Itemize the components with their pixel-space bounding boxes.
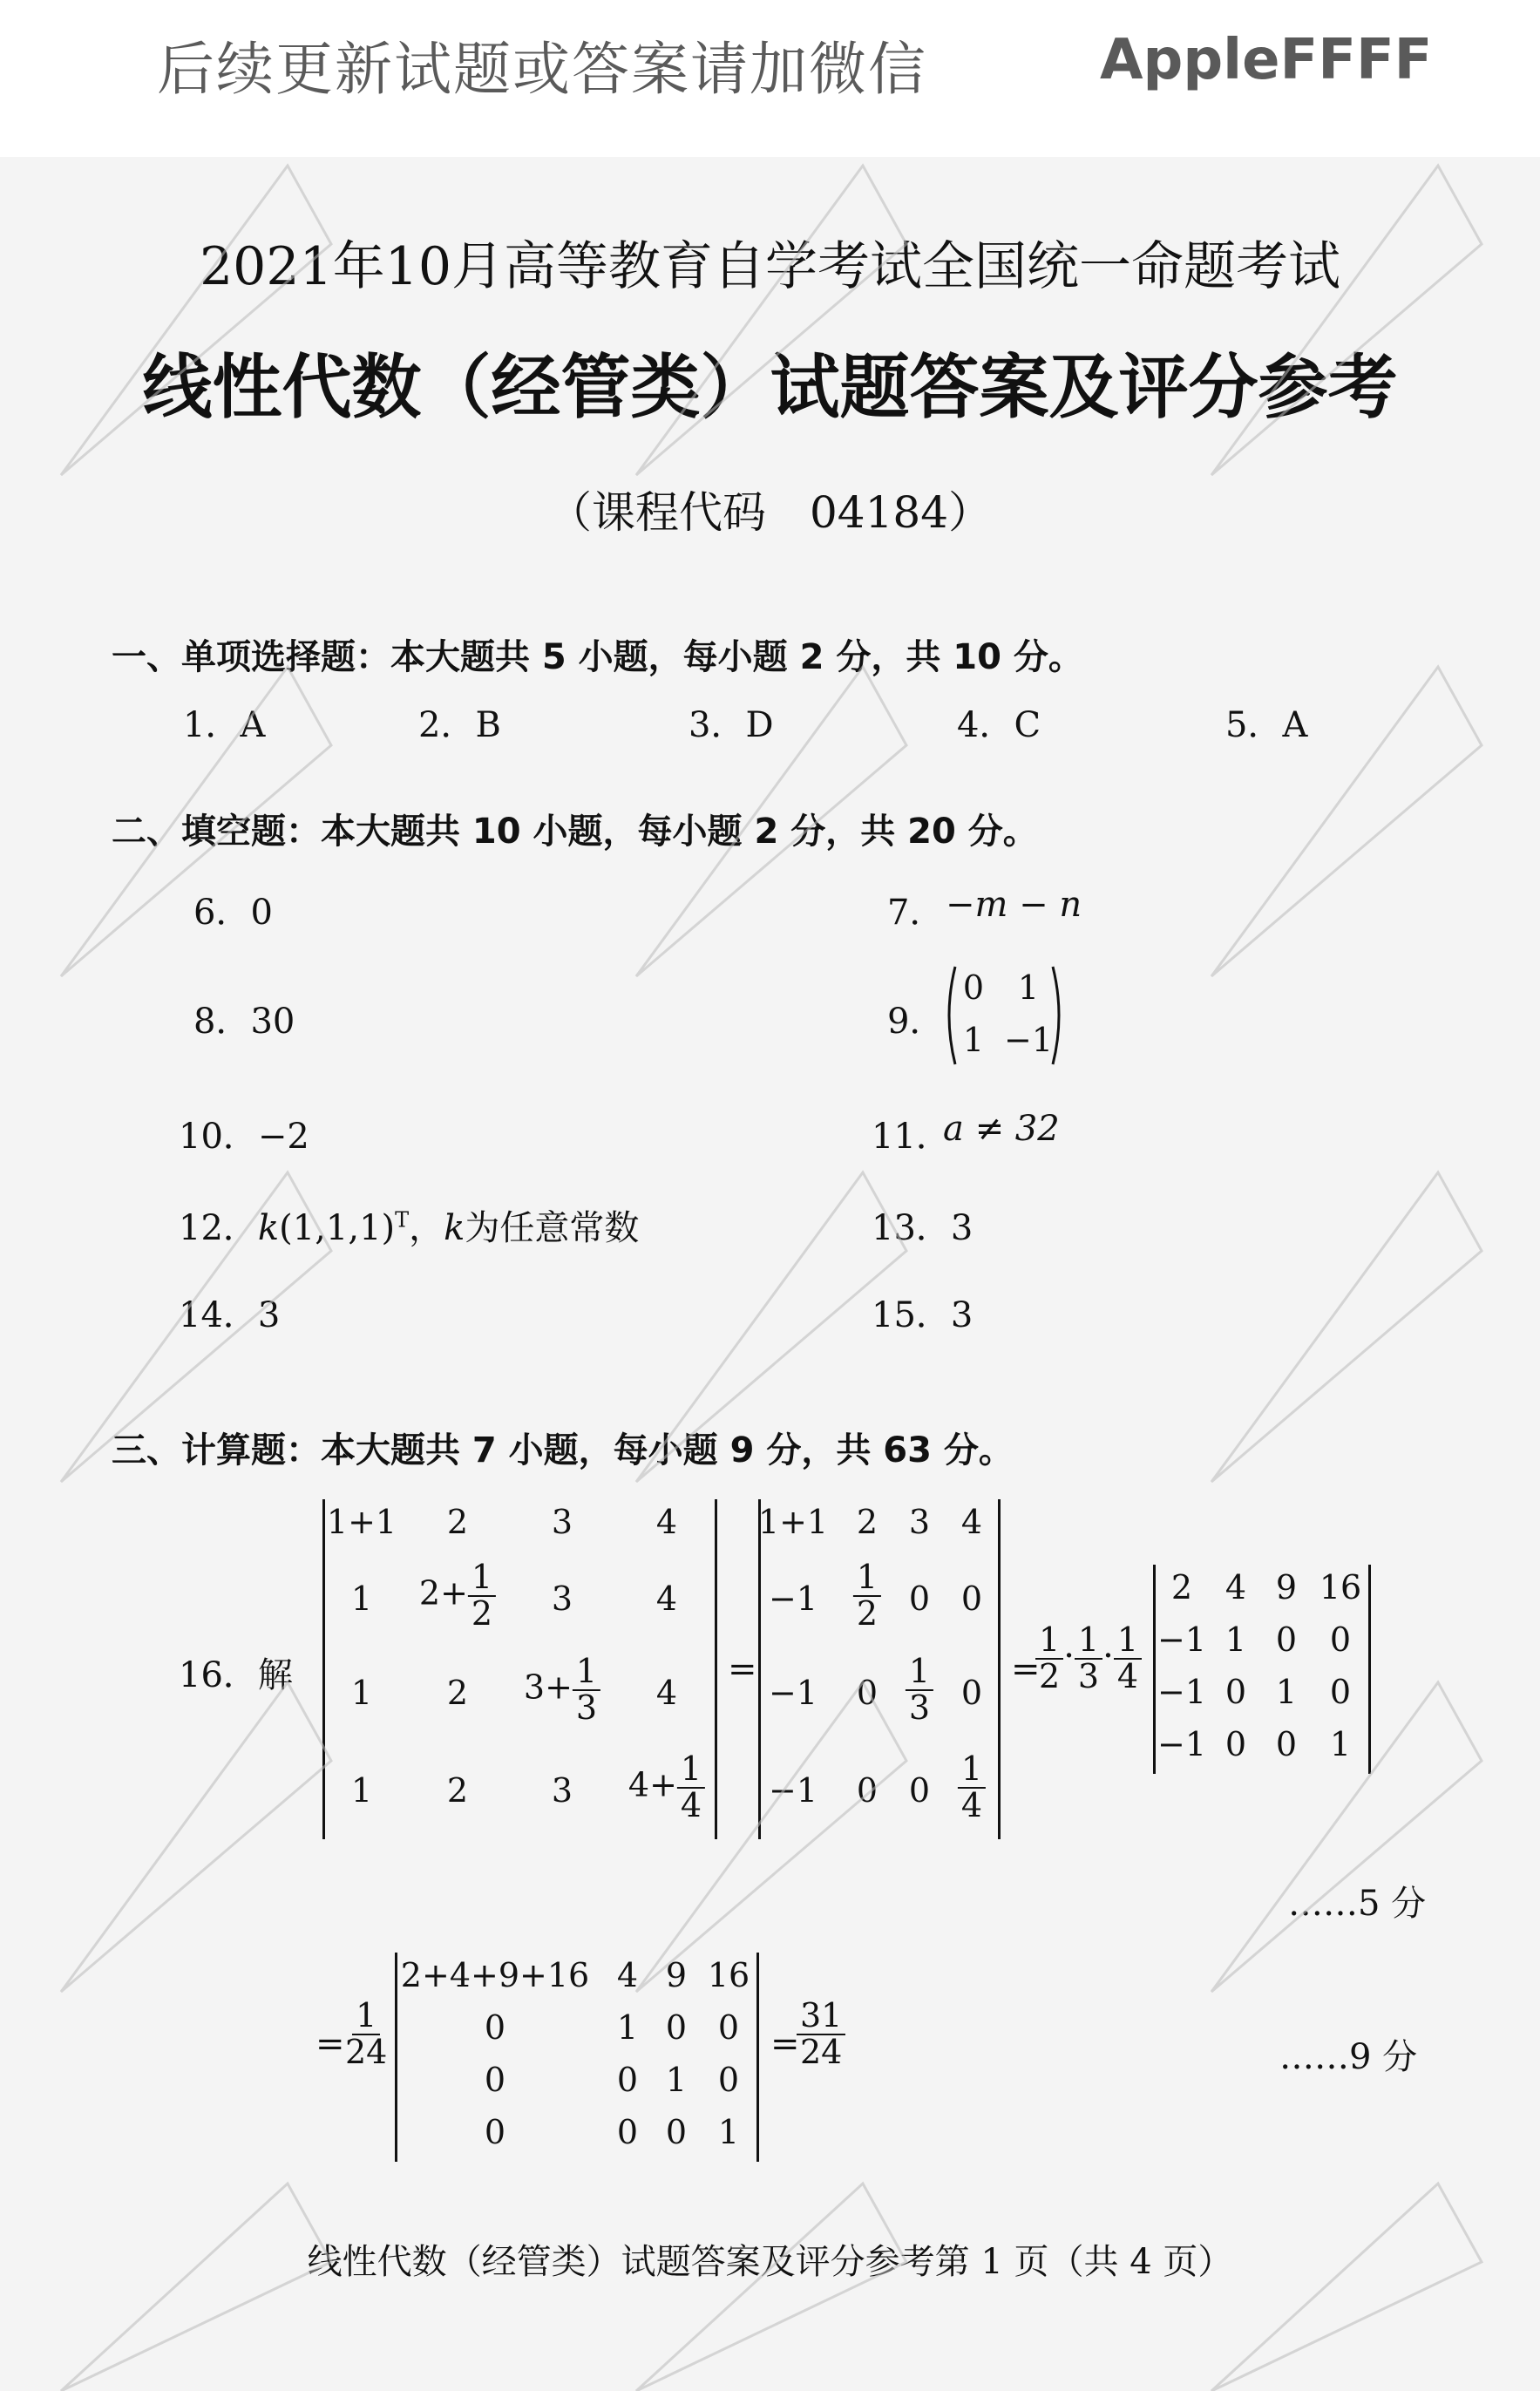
banner-text: 后续更新试题或答案请加微信 bbox=[157, 36, 927, 103]
answer-11: a ≠ 32 bbox=[943, 1109, 1060, 1149]
answer-15: 15．3 bbox=[872, 1295, 974, 1335]
det-cell: 0 bbox=[960, 1579, 983, 1618]
det-cell: 9 bbox=[1275, 1568, 1298, 1606]
det-bar bbox=[322, 1499, 325, 1839]
det-cell: 0 bbox=[908, 1771, 931, 1810]
det-cell: 3 bbox=[908, 1503, 931, 1541]
course-code: （课程代码 04184） bbox=[547, 487, 993, 538]
det-cell: −1 bbox=[768, 1579, 818, 1618]
det-cell: 0 bbox=[717, 2061, 740, 2099]
answer-13: 13．3 bbox=[872, 1208, 974, 1248]
fraction bbox=[677, 1749, 705, 1824]
det-bar bbox=[758, 1499, 761, 1839]
answer-9-matrix bbox=[943, 963, 1065, 1068]
det-cell: 0 bbox=[484, 2008, 506, 2047]
numerator: 1 bbox=[853, 1560, 881, 1597]
section2-heading: 二、填空题：本大题共 10 小题，每小题 2 分，共 20 分。 bbox=[112, 812, 1038, 852]
answer-12 bbox=[179, 1200, 639, 1250]
det-cell: 1 bbox=[717, 2113, 740, 2151]
det-cell: 4 bbox=[655, 1503, 678, 1541]
answer-12-number: 12． bbox=[179, 1208, 258, 1248]
answer-9-number: 9． bbox=[887, 1002, 945, 1042]
determinant-3 bbox=[1149, 1565, 1377, 1774]
det-cell: 0 bbox=[717, 2008, 740, 2047]
answer-14: 14．3 bbox=[179, 1295, 281, 1335]
det-bar bbox=[715, 1499, 717, 1839]
multiply-dot: · bbox=[1102, 1635, 1114, 1676]
det-cell: 4 bbox=[616, 1956, 639, 1994]
numerator: 1 bbox=[677, 1752, 705, 1789]
det-cell: 0 bbox=[856, 1674, 879, 1712]
denominator: 2 bbox=[856, 1593, 879, 1633]
exam-line: 2021年10月高等教育自学考试全国统一命题考试 bbox=[199, 236, 1341, 297]
det-cell: 0 bbox=[1275, 1620, 1298, 1659]
det-cell: 1 bbox=[1275, 1673, 1298, 1711]
det-cell: 1 bbox=[350, 1579, 373, 1618]
document-title: 线性代数（经管类）试题答案及评分参考 bbox=[142, 347, 1398, 428]
equals-sign: = bbox=[1011, 1649, 1041, 1689]
det-cell: 0 bbox=[1329, 1620, 1352, 1659]
fraction bbox=[468, 1560, 496, 1632]
det-cell: 0 bbox=[908, 1579, 931, 1618]
answer-8: 8．30 bbox=[193, 1002, 295, 1042]
det-cell: 2 bbox=[446, 1674, 469, 1712]
fraction bbox=[797, 1996, 845, 2071]
answer-3: 3．D bbox=[689, 705, 774, 745]
det-cell: 4 bbox=[655, 1579, 678, 1618]
answer-7: −m − n bbox=[946, 885, 1082, 925]
fraction bbox=[1075, 1620, 1102, 1695]
det-cell-text: 4+ bbox=[628, 1765, 677, 1804]
det-cell: 1 bbox=[665, 2061, 688, 2099]
numerator: 1 bbox=[1075, 1623, 1102, 1660]
det-cell-text: 3+ bbox=[523, 1668, 573, 1707]
determinant-4 bbox=[390, 1953, 765, 2162]
det-cell: −1 bbox=[768, 1771, 818, 1810]
section1-heading: 一、单项选择题：本大题共 5 小题，每小题 2 分，共 10 分。 bbox=[112, 637, 1083, 677]
det-cell bbox=[419, 1560, 496, 1632]
det-cell bbox=[628, 1749, 705, 1824]
det-cell: 1+1 bbox=[757, 1503, 829, 1541]
det-cell: 4 bbox=[960, 1503, 983, 1541]
det-cell: 0 bbox=[960, 1674, 983, 1712]
numerator: 1 bbox=[958, 1752, 986, 1789]
fraction bbox=[958, 1749, 986, 1824]
equals-sign: = bbox=[728, 1649, 757, 1689]
numerator: 1 bbox=[352, 1999, 380, 2035]
question-16-label: 16．解 bbox=[179, 1655, 293, 1695]
determinant-2 bbox=[754, 1499, 1007, 1839]
answer-6: 6．0 bbox=[193, 893, 273, 933]
score-mark-9: ……9 分 bbox=[1279, 2037, 1418, 2077]
answer-1: 1．A bbox=[183, 705, 266, 745]
denominator: 4 bbox=[1116, 1656, 1138, 1695]
det-cell: 3 bbox=[551, 1579, 573, 1618]
det-bar bbox=[1368, 1565, 1371, 1774]
det-cell: 1 bbox=[350, 1674, 373, 1712]
det-cell: 4 bbox=[655, 1674, 678, 1712]
denominator: 3 bbox=[1077, 1656, 1100, 1695]
answer-12-transpose: T bbox=[395, 1207, 410, 1233]
det-cell: 0 bbox=[665, 2008, 688, 2047]
numerator: 1 bbox=[1114, 1623, 1142, 1660]
fraction bbox=[1035, 1620, 1063, 1695]
det-cell: 2+4+9+16 bbox=[400, 1956, 590, 1994]
denominator: 2 bbox=[1039, 1656, 1061, 1695]
determinant-1 bbox=[318, 1499, 723, 1839]
det-cell: 0 bbox=[1275, 1725, 1298, 1763]
det-cell: 1 bbox=[616, 2008, 639, 2047]
det-cell: 3 bbox=[551, 1503, 573, 1541]
answer-12-k2: k bbox=[444, 1208, 465, 1248]
top-banner bbox=[0, 0, 1540, 157]
det-cell: 0 bbox=[1225, 1725, 1247, 1763]
det-cell: 1 bbox=[350, 1771, 373, 1810]
multiply-dot: · bbox=[1063, 1635, 1075, 1676]
matrix-cell: 1 bbox=[962, 1021, 985, 1059]
answer-10: 10．−2 bbox=[179, 1117, 309, 1157]
det-cell bbox=[853, 1560, 881, 1632]
det-cell: 1+1 bbox=[326, 1503, 397, 1541]
fraction bbox=[342, 1996, 390, 2071]
denominator: 4 bbox=[960, 1785, 983, 1824]
det-bar bbox=[395, 1953, 397, 2162]
answer-12-k: k bbox=[257, 1208, 280, 1248]
coefficient-fraction bbox=[342, 1996, 390, 2071]
answer-12-separator: ， bbox=[409, 1208, 444, 1248]
det-cell: −1 bbox=[768, 1674, 818, 1712]
answer-12-tail: 为任意常数 bbox=[465, 1208, 640, 1248]
det-bar bbox=[1153, 1565, 1156, 1774]
matrix-cell: 1 bbox=[1017, 968, 1040, 1007]
det-cell: 0 bbox=[616, 2061, 639, 2099]
det-cell-text: 2+ bbox=[418, 1573, 468, 1613]
denominator: 3 bbox=[575, 1688, 598, 1727]
det-bar bbox=[998, 1499, 1001, 1839]
denominator: 2 bbox=[471, 1593, 493, 1633]
section3-heading: 三、计算题：本大题共 7 小题，每小题 9 分，共 63 分。 bbox=[112, 1430, 1014, 1471]
numerator: 1 bbox=[1035, 1623, 1063, 1660]
result-fraction bbox=[797, 1996, 845, 2071]
det-cell: 0 bbox=[484, 2061, 506, 2099]
det-cell: 2 bbox=[856, 1503, 879, 1541]
numerator: 1 bbox=[906, 1654, 933, 1691]
det-cell: 0 bbox=[665, 2113, 688, 2151]
det-bar bbox=[756, 1953, 759, 2162]
coefficient-product bbox=[1035, 1620, 1142, 1695]
det-cell bbox=[524, 1654, 600, 1726]
det-cell: −1 bbox=[1157, 1620, 1207, 1659]
answer-4: 4．C bbox=[957, 705, 1041, 745]
det-cell: 4 bbox=[1225, 1568, 1247, 1606]
page-footer: 线性代数（经管类）试题答案及评分参考第 1 页（共 4 页） bbox=[307, 2242, 1233, 2282]
fraction bbox=[853, 1560, 881, 1632]
det-cell bbox=[906, 1654, 933, 1726]
banner-contact: AppleFFFF bbox=[1100, 28, 1433, 92]
fraction bbox=[573, 1654, 600, 1726]
numerator: 31 bbox=[797, 1999, 845, 2035]
det-cell: 0 bbox=[1225, 1673, 1247, 1711]
det-cell: 0 bbox=[856, 1771, 879, 1810]
det-cell: 1 bbox=[1225, 1620, 1247, 1659]
det-cell: 3 bbox=[551, 1771, 573, 1810]
det-cell: 2 bbox=[446, 1771, 469, 1810]
det-cell: 1 bbox=[1329, 1725, 1352, 1763]
equals-sign: = bbox=[315, 2024, 345, 2064]
matrix-cell: 0 bbox=[962, 968, 985, 1007]
equals-sign: = bbox=[770, 2024, 800, 2064]
answer-5: 5．A bbox=[1225, 705, 1308, 745]
det-cell bbox=[958, 1749, 986, 1824]
det-cell: 0 bbox=[1329, 1673, 1352, 1711]
det-cell: 2 bbox=[446, 1503, 469, 1541]
det-cell: −1 bbox=[1157, 1725, 1207, 1763]
denominator: 3 bbox=[908, 1688, 931, 1727]
det-cell: 16 bbox=[1319, 1568, 1362, 1606]
numerator: 1 bbox=[468, 1560, 496, 1597]
denominator: 4 bbox=[680, 1785, 702, 1824]
det-cell: 16 bbox=[707, 1956, 750, 1994]
answer-7-number: 7． bbox=[887, 893, 945, 933]
det-cell: 0 bbox=[484, 2113, 506, 2151]
answer-11-number: 11． bbox=[872, 1117, 951, 1157]
denominator: 24 bbox=[345, 2032, 388, 2071]
answer-2: 2．B bbox=[418, 705, 501, 745]
score-mark-5: ……5 分 bbox=[1288, 1884, 1427, 1924]
fraction bbox=[906, 1654, 933, 1726]
det-cell: −1 bbox=[1157, 1673, 1207, 1711]
det-cell: 9 bbox=[665, 1956, 688, 1994]
matrix-cell: −1 bbox=[1003, 1021, 1054, 1059]
det-cell: 2 bbox=[1170, 1568, 1193, 1606]
answer-12-vector: (1,1,1) bbox=[279, 1208, 396, 1248]
fraction bbox=[1114, 1620, 1142, 1695]
numerator: 1 bbox=[573, 1654, 600, 1691]
det-cell: 0 bbox=[616, 2113, 639, 2151]
denominator: 24 bbox=[800, 2032, 843, 2071]
